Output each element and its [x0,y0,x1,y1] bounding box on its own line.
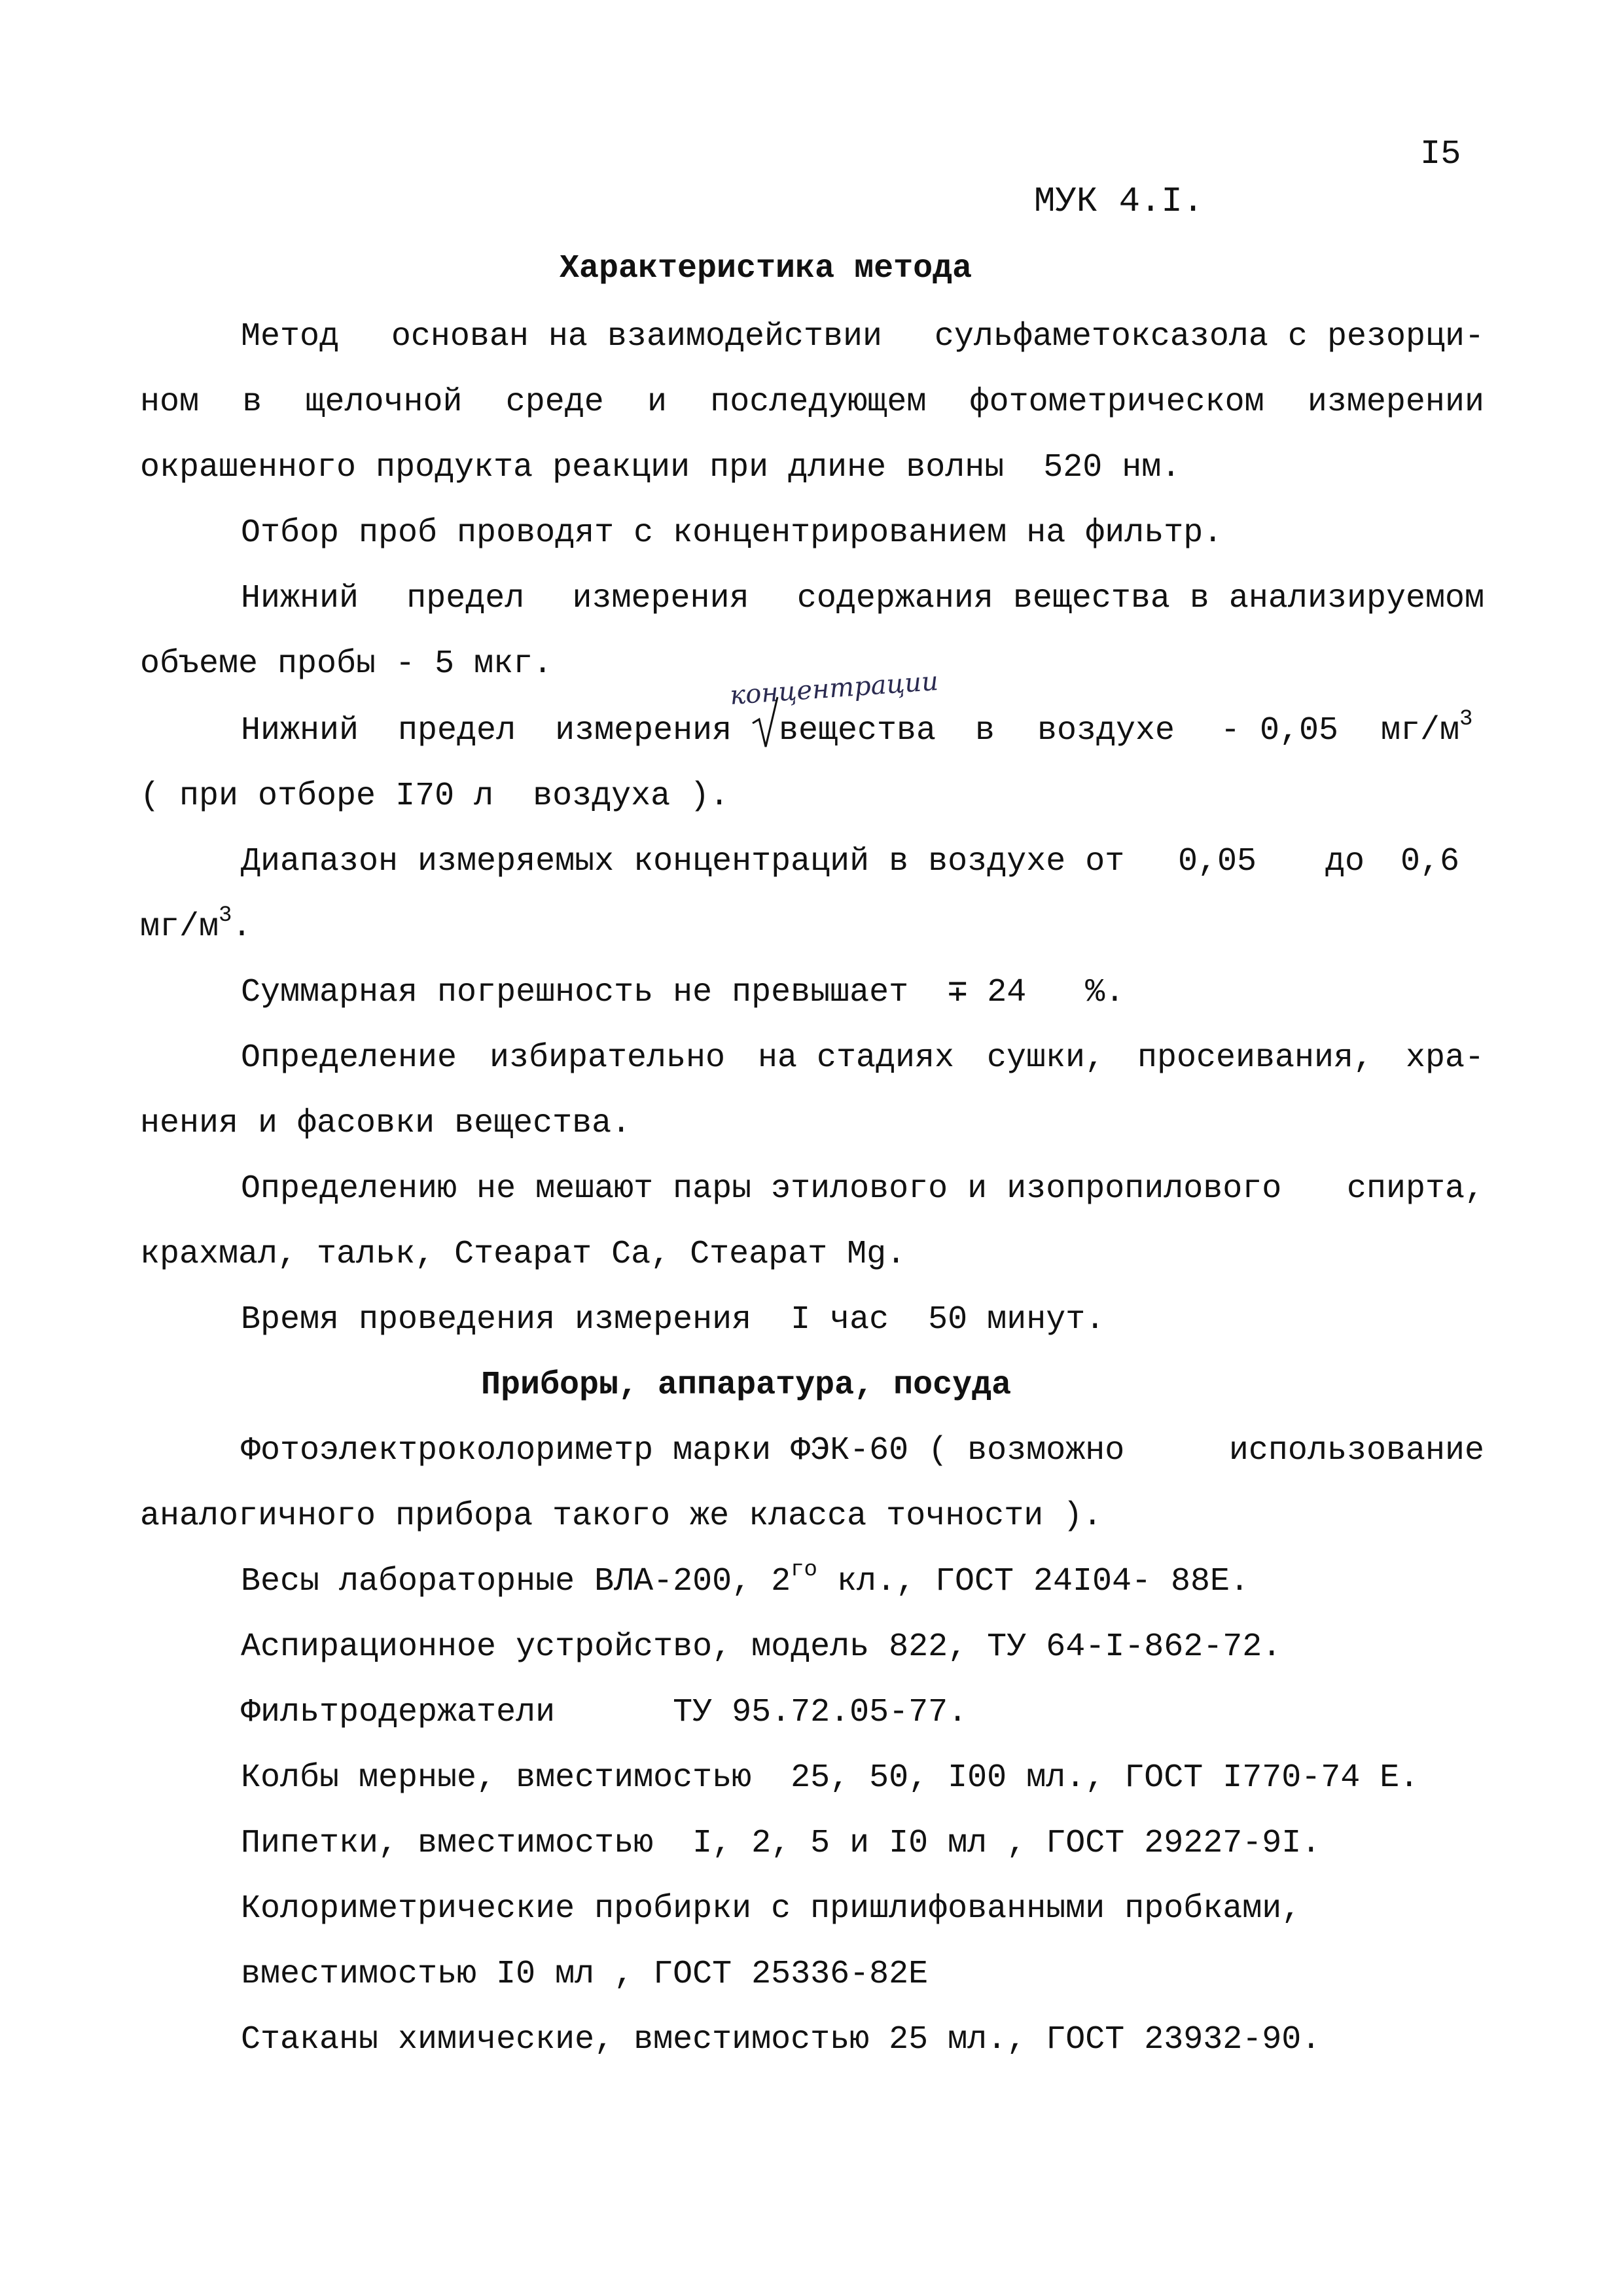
air-limit-unit: $мг/м^3$ [1381,707,1473,749]
air-limit-sampling-volume: ( при отборе I70 л воздуха ). [140,778,730,815]
air-limit-text-b: вещества [779,712,936,749]
range-unit: $мг/м^3$. [140,903,252,946]
selectivity-line2: нения и фасовки вещества. [140,1105,632,1142]
equipment-filter-holders: Фильтродержатели ТУ 95.72.05-77. [241,1694,968,1731]
handwritten-insertion: концентрации [728,666,940,711]
air-limit-text-a: Нижний предел измерения [241,712,732,749]
insertion-caret-mark [751,696,779,749]
range-from-value: 0,05 [1178,843,1257,880]
equipment-scales: Весы лабораторные ВЛА-200, $2^{го}$ кл., ГОСТ 24I04- 88Е. [241,1558,1250,1600]
equipment-photocolorimeter-line2: аналогичного прибора такого же класса точности ). [140,1498,1103,1535]
measurement-time: Время проведения измерения I час 50 минут. [241,1301,1105,1338]
equipment-volumetric-flasks: Колбы мерные, вместимостью 25, 50, I00 мл., ГОСТ I770-74 Е. [241,1759,1419,1797]
paragraph-lower-limit-line1: Нижний предел измерения содержания вещества в анализируемом [241,580,1484,617]
paragraph-sampling: Отбор проб проводят с концентрированием на фильтр. [241,514,1223,552]
paragraph-method-line3: окрашенного продукта реакции при длине волны 520 нм. [140,449,1181,486]
paragraph-method-line1: Метод основан на взаимодействии сульфаметоксазола с резорци- [241,318,1484,355]
document-code: МУК 4.I. [1034,182,1204,222]
paragraph-method-line2: ном в щелочной среде и последующем фотометрическом измерении [140,384,1484,421]
range-text: Диапазон измеряемых концентраций в воздухе от [241,843,1125,880]
air-limit-text-c: в [975,712,995,749]
interference-line2: крахмал, тальк, Стеарат Са, Стеарат Mg. [140,1236,906,1273]
paragraph-lower-limit-line2: объеме пробы - 5 мкг. [140,645,553,683]
equipment-pipettes: Пипетки, вместимостью I, 2, 5 и I0 мл , ГОСТ 29227-9I. [241,1825,1321,1862]
air-limit-value: - 0,05 [1221,712,1339,749]
section-title-equipment: Приборы, аппаратура, посуда [481,1367,1012,1404]
equipment-beakers: Стаканы химические, вместимостью 25 мл., ГОСТ 23932-90. [241,2021,1321,2058]
equipment-aspirator: Аспирационное устройство, модель 822, ТУ 64-I-862-72. [241,1628,1282,1666]
page-number: I5 [1420,135,1461,173]
equipment-test-tubes-line2: вместимостью I0 мл , ГОСТ 25336-82Е [241,1956,929,1993]
range-to-value: 0,6 [1400,843,1460,880]
interference-line1: Определению не мешают пары этилового и изопропилового спирта, [241,1170,1484,1208]
equipment-photocolorimeter-line1: Фотоэлектроколориметр марки ФЭК-60 ( возможно использование [241,1432,1484,1469]
range-to-label: до [1325,843,1365,880]
total-error: Суммарная погрешность не превышает ∓ 24 %. [241,974,1125,1011]
section-title-method: Характеристика метода [560,250,972,287]
equipment-test-tubes-line1: Колориметрические пробирки с пришлифованными пробками, [241,1890,1302,1928]
selectivity-line1: Определение избирательно на стадиях сушки, просеивания, хра- [241,1039,1484,1077]
air-limit-text-d: воздухе [1037,712,1175,749]
